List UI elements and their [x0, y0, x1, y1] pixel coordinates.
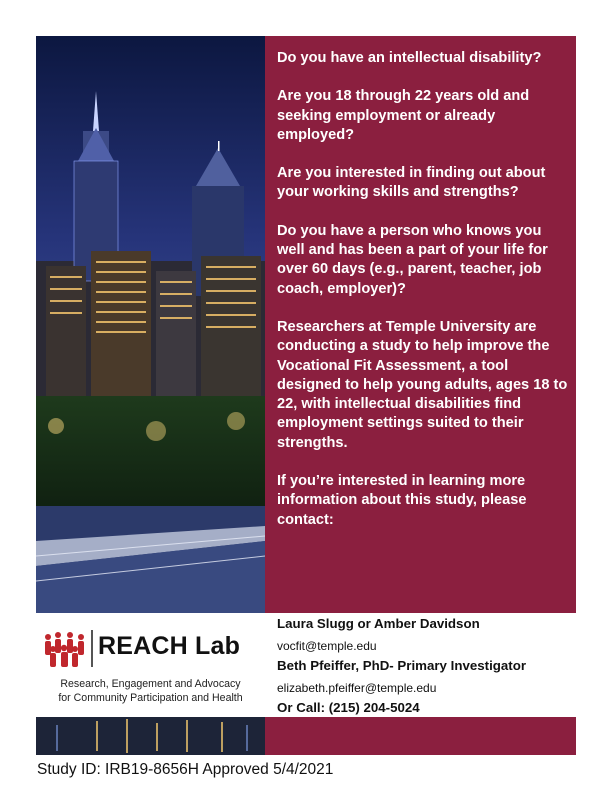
- bottom-panel-strip: [265, 717, 576, 755]
- logo-tagline: [36, 677, 265, 705]
- flyer: [36, 36, 576, 755]
- contact-names: Laura Slugg or Amber Davidson: [277, 616, 480, 631]
- contact-prompt: If you’re interested in learning more information about this study, please contact:: [277, 473, 527, 528]
- river-photo-strip: [36, 717, 265, 755]
- study-id: Study ID: IRB19-8656H Approved 5/4/2021: [37, 761, 334, 778]
- info-panel: [265, 36, 576, 613]
- contact-email[interactable]: vocfit@temple.edu: [277, 639, 377, 653]
- logo-name: REACH Lab: [98, 632, 241, 660]
- study-description: Researchers at Temple University are conducting a study to help improve the Vocational Fit Assessment, a tool designed to help young adults, ages 18 to 22, with intellectual disabilities find employment settings suited to their strengths.: [277, 318, 568, 451]
- contact-info: [277, 615, 576, 721]
- question-person: Do you have a person who knows you well and has been a part of your life for over 60 days (e.g., parent, teacher, job coach, employer)?: [277, 222, 548, 297]
- city-skyline-photo: [36, 36, 265, 613]
- question-skills: Are you interested in finding out about your working skills and strengths?: [277, 165, 546, 201]
- question-age: Are you 18 through 22 years old and seeking employment or already employed?: [277, 88, 530, 143]
- investigator-email[interactable]: elizabeth.pfeiffer@temple.edu: [277, 681, 437, 695]
- reach-lab-logo: [36, 613, 265, 717]
- people-group-icon: [42, 629, 88, 669]
- logo-tagline-line2: for Community Participation and Health: [58, 692, 243, 704]
- contact-phone[interactable]: Or Call: (215) 204-5024: [277, 700, 420, 715]
- primary-investigator: Beth Pfeiffer, PhD- Primary Investigator: [277, 658, 527, 673]
- logo-tagline-line1: Research, Engagement and Advocacy: [60, 678, 241, 690]
- contact-band: [36, 613, 576, 717]
- logo-divider: [91, 630, 93, 667]
- question-disability: Do you have an intellectual disability?: [277, 50, 542, 66]
